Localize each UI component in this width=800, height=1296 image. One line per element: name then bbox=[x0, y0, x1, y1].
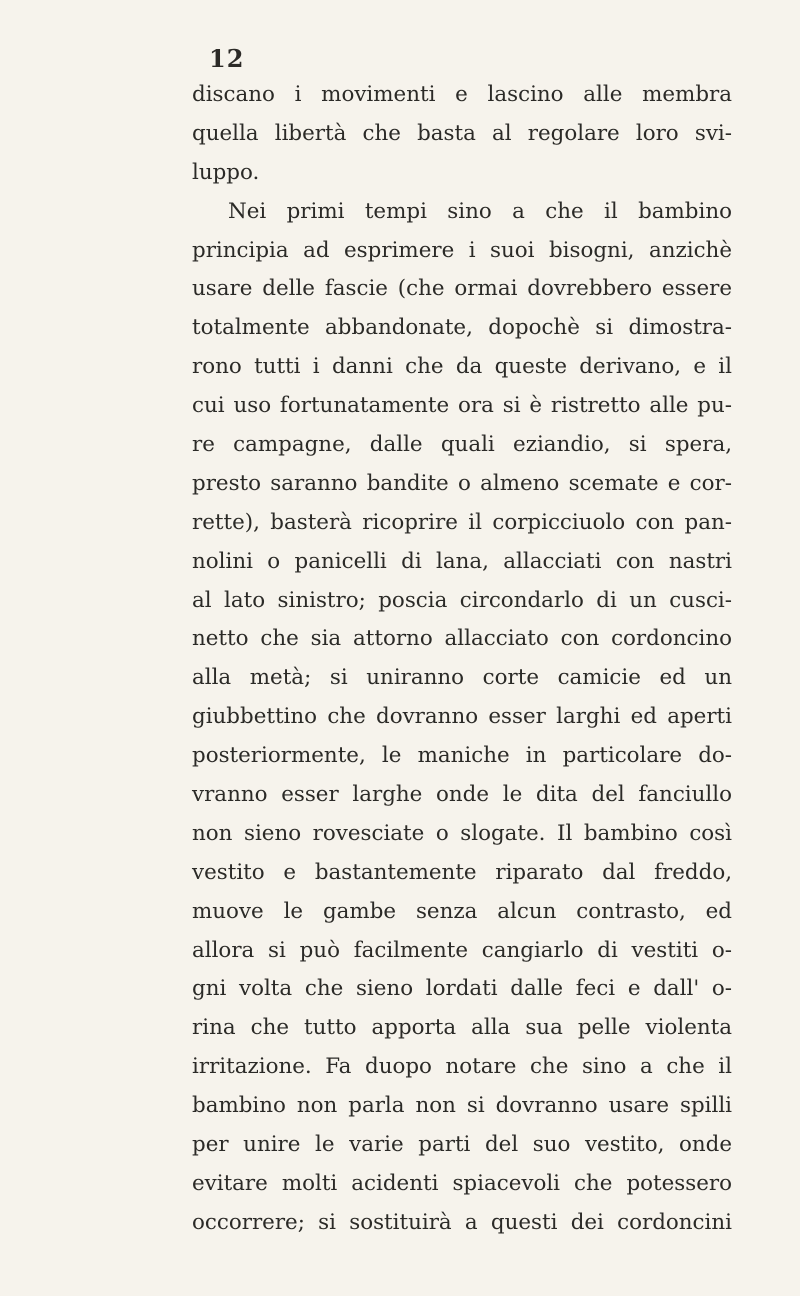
text-line: evitare molti acidenti spiacevoli che potessero bbox=[192, 1170, 732, 1196]
text-line: rette), basterà ricoprire il corpicciuolo con pan- bbox=[192, 509, 732, 535]
text-line: rono tutti i danni che da queste derivano, e il bbox=[192, 354, 732, 380]
page-number: 12 bbox=[209, 44, 245, 73]
text-line: al lato sinistro; poscia circondarlo di un cusci- bbox=[192, 587, 732, 613]
text-line: discano i movimenti e lascino alle membra bbox=[192, 82, 732, 107]
text-line: occorrere; si sostituirà a questi dei cordoncini bbox=[192, 1209, 732, 1235]
text-line: alla metà; si uniranno corte camicie ed un bbox=[192, 665, 732, 691]
text-line: principia ad esprimere i suoi bisogni, anzichè bbox=[192, 237, 732, 263]
text-line: cui uso fortunatamente ora si è ristretto alle pu- bbox=[192, 393, 732, 419]
body-text bbox=[192, 76, 732, 1243]
text-line: Nei primi tempi sino a che il bambino bbox=[228, 198, 732, 224]
text-line: presto saranno bandite o almeno scemate e cor- bbox=[192, 470, 732, 496]
text-line: muove le gambe senza alcun contrasto, ed bbox=[192, 898, 732, 924]
text-line: quella libertà che basta al regolare loro svi- bbox=[192, 120, 732, 146]
text-line: irritazione. Fa duopo notare che sino a che il bbox=[192, 1054, 732, 1080]
text-line: re campagne, dalle quali eziandio, si spera, bbox=[192, 432, 732, 458]
text-line: netto che sia attorno allacciato con cordoncino bbox=[192, 626, 732, 652]
text-line: giubbettino che dovranno esser larghi ed aperti bbox=[192, 704, 732, 730]
text-line: nolini o panicelli di lana, allacciati con nastri bbox=[192, 548, 732, 574]
text-line: per unire le varie parti del suo vestito, onde bbox=[192, 1132, 732, 1158]
text-line: allora si può facilmente cangiarlo di vestiti o- bbox=[192, 937, 732, 963]
text-line: rina che tutto apporta alla sua pelle violenta bbox=[192, 1015, 732, 1041]
text-line: totalmente abbandonate, dopochè si dimostra- bbox=[192, 315, 732, 341]
text-line: gni volta che sieno lordati dalle feci e dall' o- bbox=[192, 976, 732, 1002]
text-line: bambino non parla non si dovranno usare spilli bbox=[192, 1093, 732, 1119]
text-line: luppo. bbox=[192, 159, 260, 185]
text-line: usare delle fascie (che ormai dovrebbero essere bbox=[192, 276, 732, 302]
text-line: vestito e bastantemente riparato dal freddo, bbox=[192, 859, 732, 885]
text-line: posteriormente, le maniche in particolare do- bbox=[192, 743, 732, 769]
text-line: vranno esser larghe onde le dita del fanciullo bbox=[192, 782, 732, 808]
text-line: non sieno rovesciate o slogate. Il bambino così bbox=[192, 820, 732, 846]
